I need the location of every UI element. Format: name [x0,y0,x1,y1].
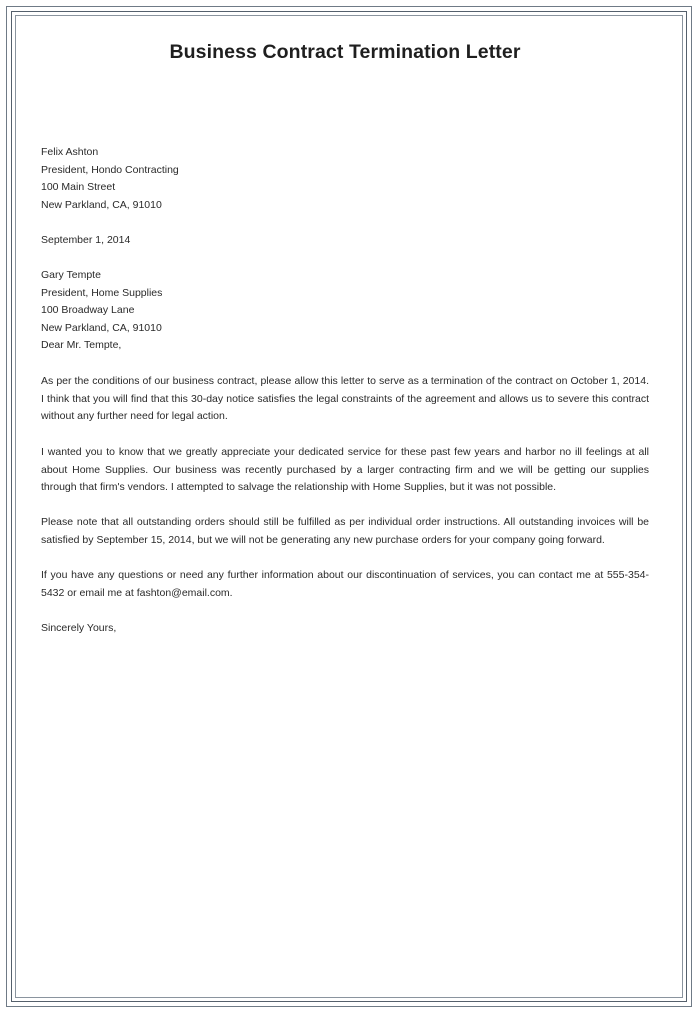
paragraph-text: If you have any questions or need any further information about our discontinuation of services, you can contact me at 555-354-5432 or email me at fashton@email.com. [41,569,649,599]
recipient-street: 100 Broadway Lane [41,304,135,317]
letter-date-block [41,232,649,250]
body-paragraph-4 [41,567,649,602]
paragraph-text: I wanted you to know that we greatly appreciate your dedicated service for these past few years and harbor no ill feelings at all about Home Supplies. Our business was recently purchased by a larger contracting firm and we will be getting our supplies through that firm's vendors. I attempted to salvage the relationship with Home Supplies, but it was not possible. [41,446,649,494]
letter-date: September 1, 2014 [41,234,131,246]
recipient-city: New Parkland, CA, 91010 [41,321,162,334]
body-paragraph-3 [41,514,649,549]
letter-title: Business Contract Termination Letter [169,41,521,63]
sender-position: President, Hondo Contracting [41,163,179,176]
body-paragraph-1 [41,373,649,426]
closing: Sincerely Yours, [41,622,117,634]
sender-name: Felix Ashton [41,146,99,158]
recipient-address [41,267,649,355]
sender-address [41,144,649,214]
closing-block [41,620,649,638]
salutation: Dear Mr. Tempte, [41,339,122,352]
sender-street: 100 Main Street [41,181,116,194]
body-paragraph-2 [41,444,649,497]
paragraph-text: As per the conditions of our business contract, please allow this letter to serve as a termination of the contract on October 1, 2014. I think that you will find that this 30-day notice satisfies the legal constraints of the agreement and allows us to severe this contract without any further need for legal action. [41,375,649,423]
paragraph-text: Please note that all outstanding orders should still be fulfilled as per individual order instructions. All outstanding invoices will be satisfied by September 15, 2014, but we will not be generating any new purchase orders for your company going forward. [41,516,649,546]
sender-city: New Parkland, CA, 91010 [41,198,162,211]
recipient-name: Gary Tempte [41,269,101,281]
recipient-position: President, Home Supplies [41,286,163,299]
